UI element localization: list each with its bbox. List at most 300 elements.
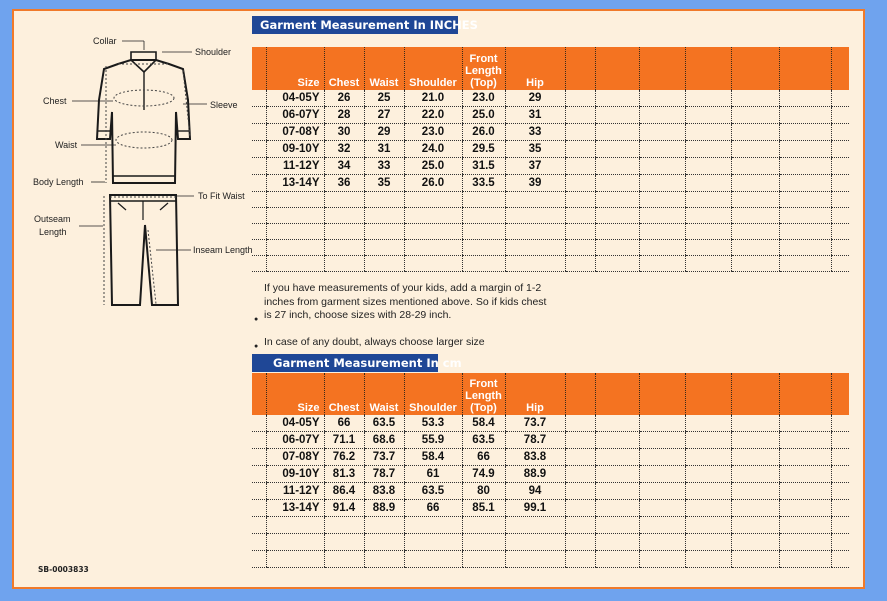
empty-cell — [831, 256, 849, 272]
empty-cell — [364, 240, 404, 256]
empty-cell — [779, 534, 831, 551]
value-cell: 22.0 — [404, 107, 462, 124]
empty-cell — [731, 256, 779, 272]
empty-cell — [565, 466, 595, 483]
value-cell: 66 — [462, 449, 505, 466]
empty-cell — [731, 466, 779, 483]
value-cell: 63.5 — [462, 432, 505, 449]
empty-cell — [639, 466, 685, 483]
empty-cell — [595, 432, 639, 449]
empty-cell — [266, 534, 324, 551]
empty-cell — [639, 175, 685, 192]
front-length-header-line: Length — [465, 390, 502, 402]
empty-cell — [831, 192, 849, 208]
value-cell: 83.8 — [364, 483, 404, 500]
value-cell: 29 — [505, 90, 565, 107]
row-spacer — [252, 141, 266, 158]
value-cell: 26.0 — [462, 124, 505, 141]
empty-cell — [565, 141, 595, 158]
empty-cell — [685, 517, 731, 534]
empty-cell — [779, 90, 831, 107]
empty-cell — [831, 449, 849, 466]
empty-cell — [685, 124, 731, 141]
empty-cell — [364, 224, 404, 240]
size-cell: 09-10Y — [266, 141, 324, 158]
value-cell: 21.0 — [404, 90, 462, 107]
empty-cell — [565, 107, 595, 124]
value-cell: 88.9 — [505, 466, 565, 483]
empty-cell — [565, 90, 595, 107]
collar-label: Collar — [93, 36, 117, 46]
empty-cell — [595, 449, 639, 466]
value-cell: 68.6 — [364, 432, 404, 449]
empty-cell — [731, 432, 779, 449]
empty-cell — [252, 192, 266, 208]
empty-cell — [565, 534, 595, 551]
value-cell: 27 — [364, 107, 404, 124]
header-empty — [565, 373, 595, 415]
empty-cell — [565, 483, 595, 500]
empty-cell — [731, 141, 779, 158]
empty-cell — [779, 432, 831, 449]
header-spacer — [252, 47, 266, 90]
row-spacer — [252, 483, 266, 500]
header-hip: Hip — [505, 373, 565, 415]
empty-row — [252, 534, 849, 551]
value-cell: 83.8 — [505, 449, 565, 466]
empty-cell — [404, 224, 462, 240]
empty-cell — [595, 500, 639, 517]
header-hip: Hip — [505, 47, 565, 90]
value-cell: 25.0 — [462, 107, 505, 124]
value-cell: 94 — [505, 483, 565, 500]
empty-cell — [639, 256, 685, 272]
empty-cell — [266, 240, 324, 256]
empty-cell — [731, 517, 779, 534]
size-cell: 13-14Y — [266, 500, 324, 517]
inches-section-title: Garment Measurement In INCHES — [252, 16, 458, 34]
empty-cell — [831, 107, 849, 124]
empty-cell — [685, 175, 731, 192]
value-cell: 33 — [505, 124, 565, 141]
header-empty — [639, 47, 685, 90]
empty-cell — [462, 534, 505, 551]
empty-cell — [831, 90, 849, 107]
empty-cell — [685, 534, 731, 551]
header-chest: Chest — [324, 373, 364, 415]
empty-cell — [731, 175, 779, 192]
value-cell: 58.4 — [462, 415, 505, 432]
empty-cell — [595, 256, 639, 272]
empty-cell — [731, 500, 779, 517]
empty-cell — [324, 240, 364, 256]
empty-cell — [505, 551, 565, 568]
value-cell: 26 — [324, 90, 364, 107]
size-cell: 06-07Y — [266, 432, 324, 449]
kurta-illustration — [97, 52, 190, 183]
front-length-header-line: (Top) — [470, 402, 497, 414]
empty-cell — [731, 107, 779, 124]
empty-cell — [565, 208, 595, 224]
value-cell: 31 — [364, 141, 404, 158]
value-cell: 37 — [505, 158, 565, 175]
header-shoulder: Shoulder — [404, 373, 462, 415]
header-front-length-top — [462, 47, 505, 90]
empty-cell — [639, 141, 685, 158]
header-spacer — [252, 373, 266, 415]
empty-cell — [595, 517, 639, 534]
size-cell: 07-08Y — [266, 449, 324, 466]
empty-cell — [565, 517, 595, 534]
empty-cell — [462, 192, 505, 208]
value-cell: 88.9 — [364, 500, 404, 517]
empty-cell — [831, 551, 849, 568]
header-empty — [779, 373, 831, 415]
header-empty — [595, 373, 639, 415]
value-cell: 33 — [364, 158, 404, 175]
value-cell: 35 — [364, 175, 404, 192]
empty-cell — [685, 551, 731, 568]
size-cell: 11-12Y — [266, 483, 324, 500]
value-cell: 86.4 — [324, 483, 364, 500]
empty-cell — [404, 208, 462, 224]
empty-cell — [565, 432, 595, 449]
value-cell: 29.5 — [462, 141, 505, 158]
empty-cell — [731, 240, 779, 256]
empty-row — [252, 192, 849, 208]
empty-cell — [685, 208, 731, 224]
empty-cell — [639, 415, 685, 432]
empty-cell — [779, 449, 831, 466]
value-cell: 25.0 — [404, 158, 462, 175]
empty-cell — [324, 534, 364, 551]
empty-cell — [831, 534, 849, 551]
empty-cell — [252, 224, 266, 240]
inches-table — [252, 47, 849, 272]
value-cell: 99.1 — [505, 500, 565, 517]
empty-cell — [595, 107, 639, 124]
empty-cell — [324, 517, 364, 534]
empty-cell — [565, 158, 595, 175]
empty-row — [252, 224, 849, 240]
body-length-label: Body Length — [33, 177, 84, 187]
row-spacer — [252, 466, 266, 483]
header-size: Size — [266, 373, 324, 415]
row-spacer — [252, 124, 266, 141]
empty-cell — [779, 175, 831, 192]
value-cell: 81.3 — [324, 466, 364, 483]
empty-cell — [731, 483, 779, 500]
empty-cell — [266, 224, 324, 240]
empty-cell — [595, 124, 639, 141]
empty-cell — [685, 192, 731, 208]
header-empty — [831, 373, 849, 415]
header-empty — [639, 373, 685, 415]
sleeve-label: Sleeve — [210, 100, 238, 110]
empty-cell — [565, 449, 595, 466]
value-cell: 26.0 — [404, 175, 462, 192]
empty-cell — [639, 224, 685, 240]
value-cell: 58.4 — [404, 449, 462, 466]
header-waist: Waist — [364, 373, 404, 415]
table-row — [252, 158, 849, 175]
size-cell: 09-10Y — [266, 466, 324, 483]
empty-cell — [731, 90, 779, 107]
empty-cell — [779, 141, 831, 158]
front-length-header-line: (Top) — [470, 77, 497, 89]
value-cell: 74.9 — [462, 466, 505, 483]
empty-cell — [505, 192, 565, 208]
empty-cell — [266, 256, 324, 272]
shoulder-label: Shoulder — [195, 47, 232, 57]
header-empty — [595, 47, 639, 90]
header-waist: Waist — [364, 47, 404, 90]
empty-cell — [639, 483, 685, 500]
larger-size-note — [254, 336, 594, 350]
empty-cell — [779, 500, 831, 517]
empty-cell — [779, 517, 831, 534]
empty-cell — [639, 240, 685, 256]
value-cell: 85.1 — [462, 500, 505, 517]
empty-cell — [565, 224, 595, 240]
empty-cell — [639, 449, 685, 466]
empty-cell — [324, 192, 364, 208]
empty-cell — [462, 240, 505, 256]
value-cell: 73.7 — [364, 449, 404, 466]
empty-cell — [779, 415, 831, 432]
header-empty — [685, 47, 731, 90]
empty-cell — [779, 107, 831, 124]
empty-cell — [731, 534, 779, 551]
row-spacer — [252, 432, 266, 449]
value-cell: 55.9 — [404, 432, 462, 449]
table-row — [252, 124, 849, 141]
empty-cell — [831, 466, 849, 483]
empty-cell — [565, 240, 595, 256]
empty-cell — [364, 551, 404, 568]
empty-cell — [595, 158, 639, 175]
value-cell: 34 — [324, 158, 364, 175]
table-row — [252, 415, 849, 432]
outseam-label-line2: Length — [39, 227, 67, 237]
bullet-icon: ● — [254, 316, 259, 323]
empty-cell — [266, 517, 324, 534]
empty-cell — [364, 256, 404, 272]
measurement-margin-note — [254, 282, 594, 323]
empty-cell — [324, 256, 364, 272]
cm-section-title: Garment Measurement In cm — [252, 354, 438, 372]
bullet-icon: ● — [254, 343, 259, 350]
value-cell: 33.5 — [462, 175, 505, 192]
empty-cell — [364, 192, 404, 208]
empty-cell — [565, 500, 595, 517]
empty-cell — [731, 551, 779, 568]
empty-cell — [324, 208, 364, 224]
empty-cell — [779, 208, 831, 224]
empty-cell — [252, 208, 266, 224]
header-shoulder: Shoulder — [404, 47, 462, 90]
value-cell: 66 — [324, 415, 364, 432]
empty-cell — [595, 240, 639, 256]
note2-text: In case of any doubt, always choose larger size — [264, 336, 485, 348]
empty-cell — [731, 124, 779, 141]
value-cell: 36 — [324, 175, 364, 192]
empty-cell — [595, 141, 639, 158]
empty-row — [252, 517, 849, 534]
empty-cell — [779, 224, 831, 240]
empty-cell — [364, 208, 404, 224]
empty-cell — [266, 208, 324, 224]
empty-cell — [831, 432, 849, 449]
empty-cell — [595, 551, 639, 568]
empty-cell — [685, 107, 731, 124]
empty-cell — [685, 158, 731, 175]
row-spacer — [252, 107, 266, 124]
empty-cell — [505, 517, 565, 534]
value-cell: 91.4 — [324, 500, 364, 517]
size-cell: 04-05Y — [266, 415, 324, 432]
value-cell: 63.5 — [364, 415, 404, 432]
empty-cell — [685, 90, 731, 107]
empty-cell — [565, 551, 595, 568]
empty-cell — [595, 466, 639, 483]
size-cell: 04-05Y — [266, 90, 324, 107]
empty-cell — [831, 500, 849, 517]
empty-cell — [595, 415, 639, 432]
empty-cell — [685, 483, 731, 500]
header-empty — [565, 47, 595, 90]
empty-cell — [462, 551, 505, 568]
empty-cell — [324, 551, 364, 568]
note1-line1: If you have measurements of your kids, add a margin of 1-2 — [264, 282, 542, 294]
empty-cell — [595, 483, 639, 500]
empty-cell — [639, 192, 685, 208]
empty-cell — [462, 256, 505, 272]
empty-cell — [685, 415, 731, 432]
empty-cell — [731, 224, 779, 240]
empty-cell — [731, 208, 779, 224]
table-row — [252, 483, 849, 500]
value-cell: 71.1 — [324, 432, 364, 449]
empty-row — [252, 551, 849, 568]
chest-label: Chest — [43, 96, 67, 106]
empty-cell — [505, 256, 565, 272]
value-cell: 80 — [462, 483, 505, 500]
empty-cell — [462, 224, 505, 240]
empty-cell — [779, 240, 831, 256]
empty-cell — [779, 158, 831, 175]
empty-cell — [685, 240, 731, 256]
empty-cell — [639, 517, 685, 534]
header-empty — [685, 373, 731, 415]
to-fit-waist-label: To Fit Waist — [198, 191, 245, 201]
empty-cell — [731, 192, 779, 208]
empty-cell — [639, 551, 685, 568]
table-row — [252, 449, 849, 466]
empty-cell — [831, 517, 849, 534]
empty-cell — [685, 449, 731, 466]
empty-cell — [639, 500, 685, 517]
outseam-label-line1: Outseam — [34, 214, 71, 224]
value-cell: 24.0 — [404, 141, 462, 158]
table-row — [252, 141, 849, 158]
empty-cell — [565, 175, 595, 192]
value-cell: 25 — [364, 90, 404, 107]
value-cell: 31.5 — [462, 158, 505, 175]
empty-cell — [266, 551, 324, 568]
front-length-header-line: Front — [469, 53, 498, 65]
empty-cell — [779, 551, 831, 568]
empty-cell — [404, 256, 462, 272]
empty-cell — [779, 192, 831, 208]
empty-cell — [462, 208, 505, 224]
note1-line2: inches from garment sizes mentioned above. So if kids chest — [264, 295, 547, 308]
empty-cell — [595, 90, 639, 107]
empty-cell — [595, 208, 639, 224]
value-cell: 61 — [404, 466, 462, 483]
value-cell: 78.7 — [505, 432, 565, 449]
value-cell: 28 — [324, 107, 364, 124]
value-cell: 53.3 — [404, 415, 462, 432]
note1-line3: is 27 inch, choose sizes with 28-29 inch. — [264, 309, 452, 321]
table-row — [252, 466, 849, 483]
empty-cell — [831, 224, 849, 240]
header-size: Size — [266, 47, 324, 90]
empty-cell — [685, 141, 731, 158]
empty-cell — [595, 192, 639, 208]
empty-cell — [685, 224, 731, 240]
value-cell: 29 — [364, 124, 404, 141]
empty-cell — [831, 175, 849, 192]
empty-cell — [685, 256, 731, 272]
empty-cell — [404, 534, 462, 551]
empty-cell — [324, 224, 364, 240]
empty-cell — [685, 432, 731, 449]
size-cell: 07-08Y — [266, 124, 324, 141]
header-front-length-top — [462, 373, 505, 415]
value-cell: 76.2 — [324, 449, 364, 466]
empty-row — [252, 256, 849, 272]
value-cell: 32 — [324, 141, 364, 158]
empty-cell — [831, 141, 849, 158]
empty-cell — [462, 517, 505, 534]
empty-cell — [565, 256, 595, 272]
header-empty — [731, 47, 779, 90]
empty-cell — [252, 534, 266, 551]
empty-cell — [685, 500, 731, 517]
empty-cell — [639, 208, 685, 224]
empty-cell — [505, 224, 565, 240]
empty-cell — [252, 256, 266, 272]
header-empty — [831, 47, 849, 90]
empty-cell — [364, 534, 404, 551]
table-row — [252, 175, 849, 192]
waist-label: Waist — [55, 140, 78, 150]
empty-cell — [404, 517, 462, 534]
empty-cell — [639, 534, 685, 551]
empty-cell — [731, 415, 779, 432]
empty-cell — [639, 90, 685, 107]
row-spacer — [252, 415, 266, 432]
value-cell: 39 — [505, 175, 565, 192]
table-row — [252, 90, 849, 107]
empty-cell — [595, 534, 639, 551]
empty-cell — [565, 415, 595, 432]
value-cell: 66 — [404, 500, 462, 517]
value-cell: 30 — [324, 124, 364, 141]
size-cell: 11-12Y — [266, 158, 324, 175]
empty-row — [252, 208, 849, 224]
